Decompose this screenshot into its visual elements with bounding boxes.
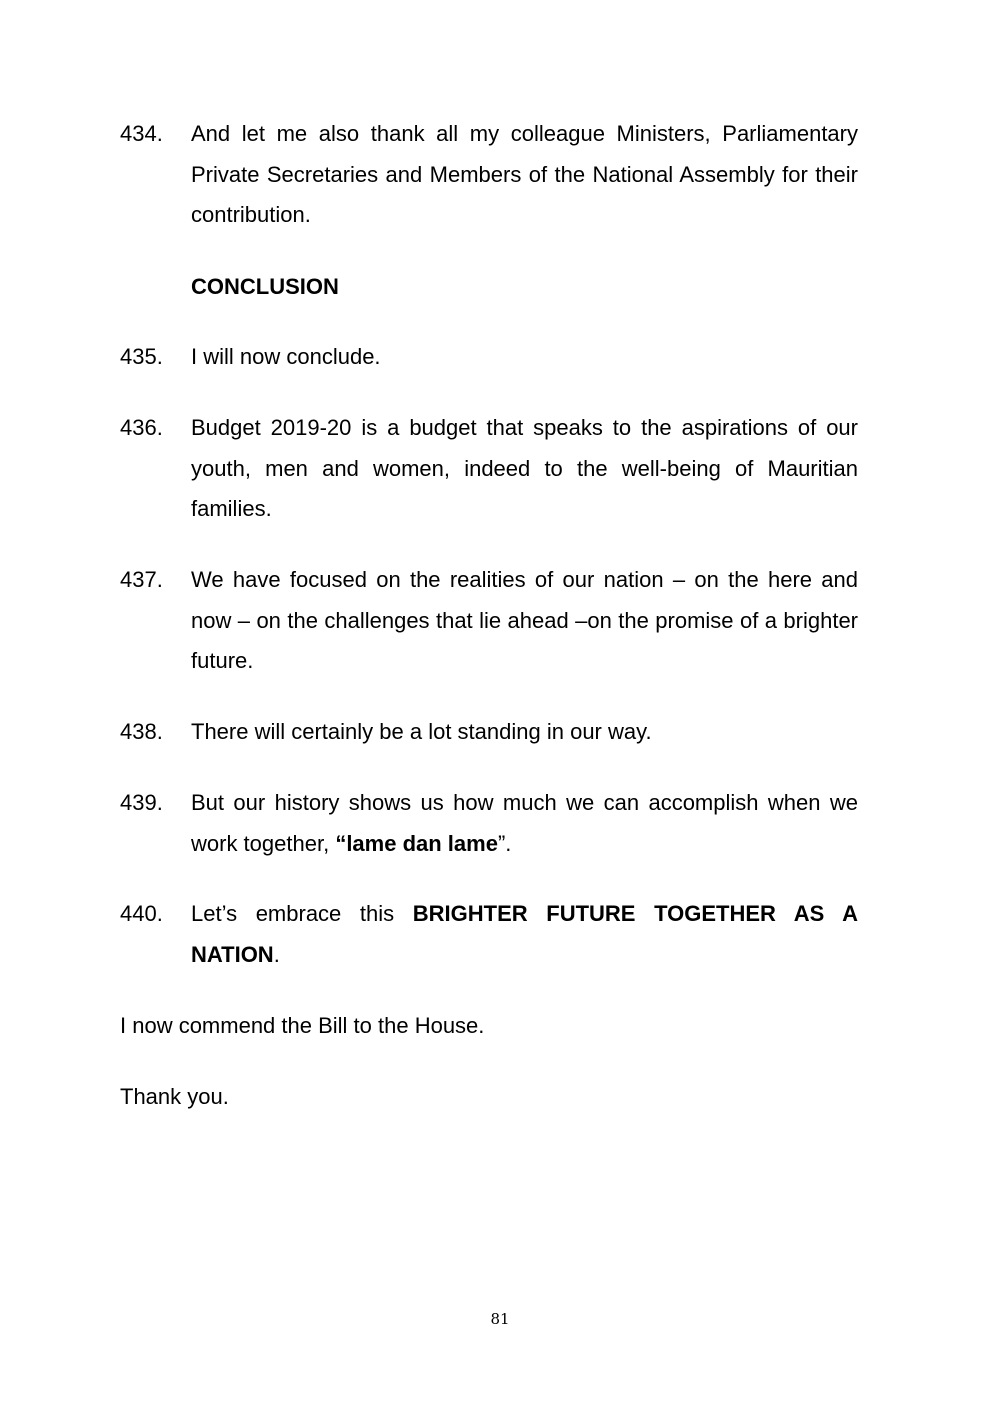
bold-phrase: “lame dan lame [335,830,498,856]
paragraph-435 [120,337,858,378]
paragraph-number: 439. [120,790,163,815]
paragraph-text-after: ”. [497,830,512,856]
paragraph-434 [120,114,858,236]
closing-thanks: Thank you. [120,1084,229,1109]
paragraph-text-before: Let’s embrace this [191,901,413,926]
paragraph-437 [120,560,858,682]
bold-phrase: BRIGHTER FUTURE TOGETHER AS A NATION [191,901,858,967]
paragraph-number: 437. [120,567,163,592]
section-heading: CONCLUSION [191,274,339,299]
paragraph-text: And let me also thank all my colleague Ministers, Parliamentary Private Secretaries and Members of the National Assembly for their contribution. [191,121,858,227]
paragraph-text: Budget 2019-20 is a budget that speaks to the aspirations of our youth, men and women, indeed to the well-being of Mauritian families. [191,415,858,521]
page-number: 81 [490,1310,510,1328]
paragraph-text: I will now conclude. [191,344,381,369]
closing-commend: I now commend the Bill to the House. [120,1013,485,1038]
paragraph-text-after: . [273,941,280,967]
paragraph-440 [120,894,858,975]
paragraph-text: We have focused on the realities of our nation – on the here and now – on the challenges that lie ahead –on the promise of a brighter future. [191,567,858,673]
paragraph-number: 436. [120,415,163,440]
paragraph-text-before: But our history shows us how much we can accomplish when we work together, [191,790,858,856]
paragraph-number: 438. [120,719,163,744]
paragraph-number: 440. [120,901,163,926]
paragraph-439 [120,783,858,864]
paragraph-text: There will certainly be a lot standing in our way. [191,719,652,744]
paragraph-text [191,894,858,975]
paragraph-text [191,783,858,864]
paragraph-number: 435. [120,344,163,369]
paragraph-number: 434. [120,121,163,146]
paragraph-438 [120,712,858,753]
paragraph-436 [120,408,858,530]
